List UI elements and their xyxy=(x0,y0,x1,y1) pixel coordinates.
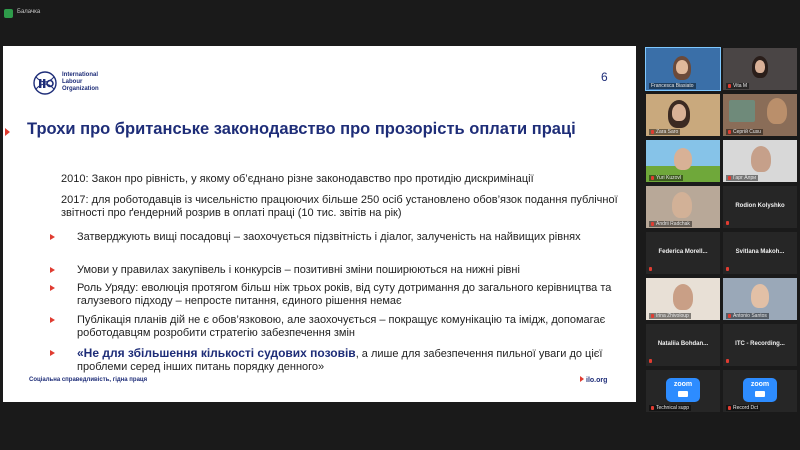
muted-mic-icon xyxy=(649,267,652,271)
participant-tile[interactable]: Svitlana Makoh... xyxy=(723,232,797,274)
slide-footer-slogan: Соціальна справедливість, гідна праця xyxy=(29,377,148,383)
muted-mic-icon xyxy=(728,314,731,318)
slide-page-number: 6 xyxy=(601,70,608,84)
ilo-logo-icon xyxy=(30,71,60,95)
bullet-marker-icon xyxy=(50,267,55,273)
window-title-bar xyxy=(0,0,800,30)
participant-tile[interactable]: zoom Record Dct xyxy=(723,370,797,412)
title-marker-icon xyxy=(5,128,10,136)
muted-mic-icon xyxy=(649,359,652,363)
zoom-logo-icon: zoom xyxy=(743,378,777,402)
muted-mic-icon xyxy=(728,130,731,134)
screen-share-icon[interactable] xyxy=(4,9,13,18)
muted-mic-icon xyxy=(728,176,731,180)
muted-mic-icon xyxy=(651,314,654,318)
slide-footer-url: ilo.org xyxy=(580,376,607,384)
participant-tile[interactable]: Federica Morell... xyxy=(646,232,720,274)
muted-mic-icon xyxy=(651,406,654,410)
participant-tile[interactable]: Сергій Cusu xyxy=(723,94,797,136)
participant-tile[interactable]: Nataliia Bohdan... xyxy=(646,324,720,366)
participant-tile[interactable]: Rodion Kolyshko xyxy=(723,186,797,228)
participant-tile[interactable]: zoom Technical supp xyxy=(646,370,720,412)
participant-tile[interactable]: Yuri Kuzovl xyxy=(646,140,720,182)
zoom-logo-icon: zoom xyxy=(666,378,700,402)
participant-tile[interactable]: Vita M xyxy=(723,48,797,90)
footer-marker-icon xyxy=(580,376,584,382)
muted-mic-icon xyxy=(728,84,731,88)
muted-mic-icon xyxy=(728,406,731,410)
muted-mic-icon xyxy=(651,176,654,180)
slide-paragraph-2010: 2010: Закон про рівність, у якому об’єднано різне законодавство про протидію дискримінації xyxy=(61,173,534,185)
bullet-marker-icon xyxy=(50,317,55,323)
shared-slide: International Labour Organization 6 Трохи про британське законодавство про прозорість оплати праці 2010: Закон про рівність, у якому об’єднано різне законодавство про протидію дискримінації 2017: для роботодавців із чисельністю працюючих більше 250 осіб установлено обов’язок подання публічної звітності про ґендерний розрив в оплаті праці (10 тис. звітів на рік) Затверджують вищі посадовці – заохочується підзвітність і діалог, залученість на найвищих рівнях Умови у правилах закупівель і конкурсів – позитивні зміни поширюються на нижні рівні Роль Уряду: еволюція протягом більш ніж трьох років, від суту дотримання до загального керівництва та галузевого підходу – непросте питання, єдиного рішення немає Публікація планів дій не є обов’язковою, але заохочується – покращує комунікацію та імідж, допомагає роботодавцям розробити стратегію забезпечення змін «Не для збільшення кількості судових позовів, а лише для забезпечення пильної уваги до цієї проблеми серед інших питань порядку денного» Соціальна справедливість, гідна праця ilo.org xyxy=(3,46,636,402)
muted-mic-icon xyxy=(651,222,654,226)
window-title: Балачка xyxy=(17,9,41,15)
bullet-marker-icon xyxy=(50,285,55,291)
bullet-marker-icon xyxy=(50,234,55,240)
muted-mic-icon xyxy=(726,221,729,225)
participant-tile[interactable]: Irina Zhivoloup xyxy=(646,278,720,320)
ilo-logo-text: International Labour Organization xyxy=(62,72,99,92)
participant-tile[interactable]: Гарг Алри xyxy=(723,140,797,182)
participant-tile[interactable]: Francesca Biasiato xyxy=(646,48,720,90)
slide-title: Трохи про британське законодавство про прозорість оплати праці xyxy=(27,120,576,138)
bullet-marker-icon xyxy=(50,350,55,356)
participant-tile[interactable]: ITC - Recording... xyxy=(723,324,797,366)
muted-mic-icon xyxy=(726,267,729,271)
participant-tile[interactable]: Antonio Santos xyxy=(723,278,797,320)
participant-tile[interactable]: Zara Saro xyxy=(646,94,720,136)
muted-mic-icon xyxy=(651,130,654,134)
slide-paragraph-2017: 2017: для роботодавців із чисельністю працюючих більше 250 осіб установлено обов’язок подання публічної звітності про ґендерний розрив в оплаті праці (10 тис. звітів на рік) xyxy=(61,194,618,219)
muted-mic-icon xyxy=(726,359,729,363)
participant-tile[interactable]: Andrii Radchak xyxy=(646,186,720,228)
